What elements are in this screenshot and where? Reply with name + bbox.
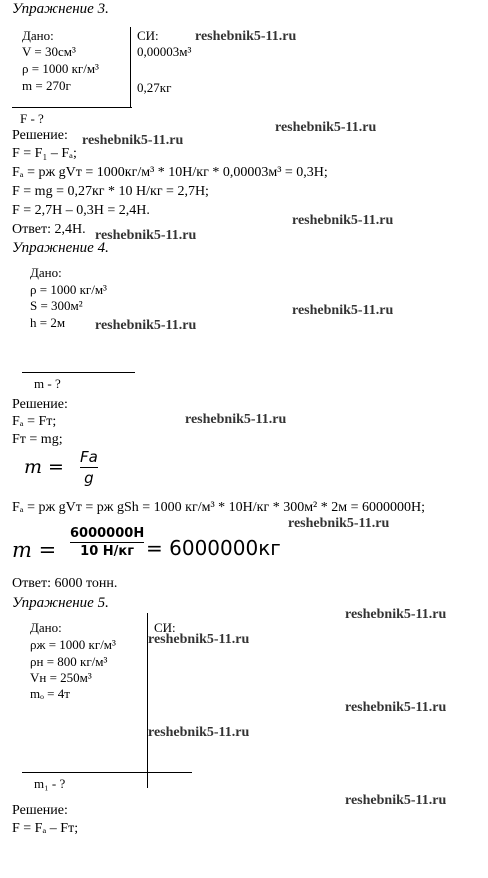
watermark: reshebnik5-11.ru [185, 412, 287, 427]
watermark: reshebnik5-11.ru [292, 303, 394, 318]
ex3-line-2: Fₐ = pж gVт = 1000кг/м³ * 10Н/кг * 0,00003м³ = 0,3Н; [12, 165, 328, 180]
watermark: reshebnik5-11.ru [95, 318, 197, 333]
watermark: reshebnik5-11.ru [275, 120, 377, 135]
ex4-formula1-den: g [84, 469, 94, 487]
ex4-find-rule [22, 372, 135, 373]
ex5-find: m₁ - ? [34, 776, 66, 791]
ex3-answer: Ответ: 2,4Н. [12, 222, 86, 237]
ex3-find: F - ? [20, 111, 44, 126]
ex4-formula1-num: Fa [80, 448, 98, 466]
ex5-given-label: Дано: [30, 620, 62, 635]
ex3-line-4: F = 2,7Н – 0,3Н = 2,4Н. [12, 203, 150, 218]
ex3-given-2: ρ = 1000 кг/м³ [22, 61, 99, 76]
ex3-si-label: СИ: [137, 28, 159, 43]
ex3-heading: Упражнение 3. [12, 1, 109, 17]
ex4-given-3: h = 2м [30, 315, 66, 330]
ex4-given-label: Дано: [30, 265, 62, 280]
ex3-line-3: F = mg = 0,27кг * 10 Н/кг = 2,7Н; [12, 184, 209, 199]
ex4-formula2-num: 6000000H [70, 526, 145, 541]
ex5-given-2: ρн = 800 кг/м³ [30, 654, 108, 669]
watermark: reshebnik5-11.ru [288, 516, 390, 531]
watermark: reshebnik5-11.ru [82, 133, 184, 148]
ex5-heading: Упражнение 5. [12, 595, 109, 611]
ex4-line-3: Fₐ = pж gVт = pж gSh = 1000 кг/м³ * 10Н/кг * 300м² * 2м = 6000000Н; [12, 500, 426, 515]
ex4-solution-label: Решение: [12, 397, 68, 412]
ex5-solution-label: Решение: [12, 803, 68, 818]
ex4-answer: Ответ: 6000 тонн. [12, 576, 118, 591]
ex4-line-2: Fт = mg; [12, 432, 63, 447]
ex3-si-2: 0,27кг [137, 80, 172, 95]
ex4-formula2-den: 10 Н/кг [80, 544, 135, 559]
ex3-find-rule [12, 107, 132, 108]
ex3-given-3: m = 270г [22, 78, 71, 93]
ex3-solution-label: Решение: [12, 128, 68, 143]
ex3-given-1: V = 30см³ [22, 44, 76, 59]
watermark: reshebnik5-11.ru [148, 632, 250, 647]
ex4-formula2-fraction [70, 526, 144, 559]
ex3-line-1: F = F₁ – Fₐ; [12, 146, 77, 161]
ex4-heading: Упражнение 4. [12, 240, 109, 256]
ex4-formula2-bar [70, 542, 144, 543]
ex4-given-2: S = 300м² [30, 298, 83, 313]
watermark: reshebnik5-11.ru [345, 700, 447, 715]
ex4-line-1: Fₐ = Fт; [12, 414, 57, 429]
ex4-formula2-rhs: = 6000000кг [146, 536, 281, 560]
ex4-formula1-fraction [80, 448, 98, 487]
ex3-given-label: Дано: [22, 28, 54, 43]
ex5-given-1: ρж = 1000 кг/м³ [30, 637, 116, 652]
ex4-find: m - ? [34, 376, 61, 391]
ex4-formula1-bar [80, 467, 98, 468]
ex4-formula1-lhs: m = [24, 456, 64, 478]
ex4-formula2-lhs: m = [12, 538, 57, 562]
ex4-given-1: ρ = 1000 кг/м³ [30, 282, 107, 297]
ex5-si-label: СИ: [154, 620, 176, 635]
ex5-given-4: mₒ = 4т [30, 686, 70, 701]
watermark: reshebnik5-11.ru [148, 725, 250, 740]
watermark: reshebnik5-11.ru [345, 607, 447, 622]
watermark: reshebnik5-11.ru [95, 228, 197, 243]
ex5-find-rule [22, 772, 192, 773]
ex3-si-1: 0,00003м³ [137, 44, 192, 59]
ex5-given-3: Vн = 250м³ [30, 670, 92, 685]
ex5-line-1: F = Fₐ – Fт; [12, 821, 79, 836]
ex3-given-divider [130, 27, 131, 107]
watermark: reshebnik5-11.ru [345, 793, 447, 808]
watermark: reshebnik5-11.ru [195, 29, 297, 44]
watermark: reshebnik5-11.ru [292, 213, 394, 228]
